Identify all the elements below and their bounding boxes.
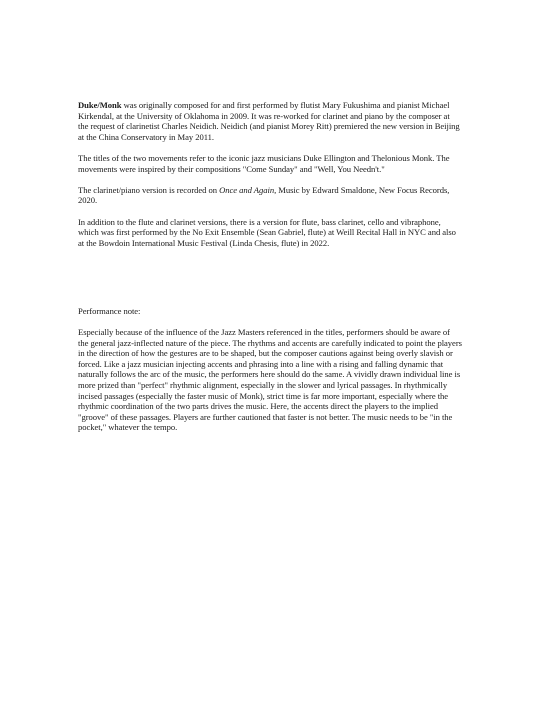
piece-title: Duke/Monk <box>78 100 122 110</box>
intro-text: was originally composed for and first performed by flutist Mary Fukushima and pianist Michael Kirkendal, at the University of Oklahoma in 2009. It was re-worked for clarinet and piano by the composer at the request of clarinetist Charles Neidich. Neidich (and pianist Morey Ritt) premiered the new version in Beijing at the China Conservatory in May 2011. <box>78 100 460 142</box>
performance-note-paragraph: Especially because of the influence of the Jazz Masters referenced in the titles, performers should be aware of the general jazz-inflected nature of the piece. The rhythms and accents are carefully indicated to point the players in the direction of how the gestures are to be shaped, but the composer cautions against being overly slavish or forced. Like a jazz musician injecting accents and phrasing into a line with a rising and falling dynamic that naturally follows the arc of the music, the performers here should do the same. A vividly drawn individual line is more prized than "perfect" rhythmic alignment, especially in the slower and lyrical passages. In rhythmically incised passages (especially the faster music of Monk), strict time is far more important, especially where the rhythmic coordination of the two parts drives the music. Here, the accents direct the players to the implied "groove" of these passages. Players are further cautioned that faster is not better. The music needs to be "in the pocket," whatever the tempo. <box>78 327 462 433</box>
performance-heading: Performance note: <box>78 305 141 316</box>
document-page <box>78 100 462 444</box>
recording-paragraph <box>78 185 462 206</box>
titles-paragraph: The titles of the two movements refer to the iconic jazz musicians Duke Ellington and Thelonious Monk. The movements were inspired by their compositions "Come Sunday" and "Well, You Needn't." <box>78 152 450 174</box>
intro-paragraph <box>78 100 462 142</box>
recording-text-after: , Music by Edward Smaldone, New Focus Records, 2020. <box>78 184 450 206</box>
album-title: Once and Again <box>219 184 275 195</box>
versions-paragraph: In addition to the flute and clarinet versions, there is a version for flute, bass clarinet, cello and vibraphone, which was first performed by the No Exit Ensemble (Sean Gabriel, flute) at Weill Recital Hall in NYC and also at the Bowdoin International Music Festival (Linda Chesis, flute) in 2022. <box>78 216 456 248</box>
blank-gap <box>78 259 462 306</box>
recording-text-before: The clarinet/piano version is recorded on <box>78 184 220 195</box>
